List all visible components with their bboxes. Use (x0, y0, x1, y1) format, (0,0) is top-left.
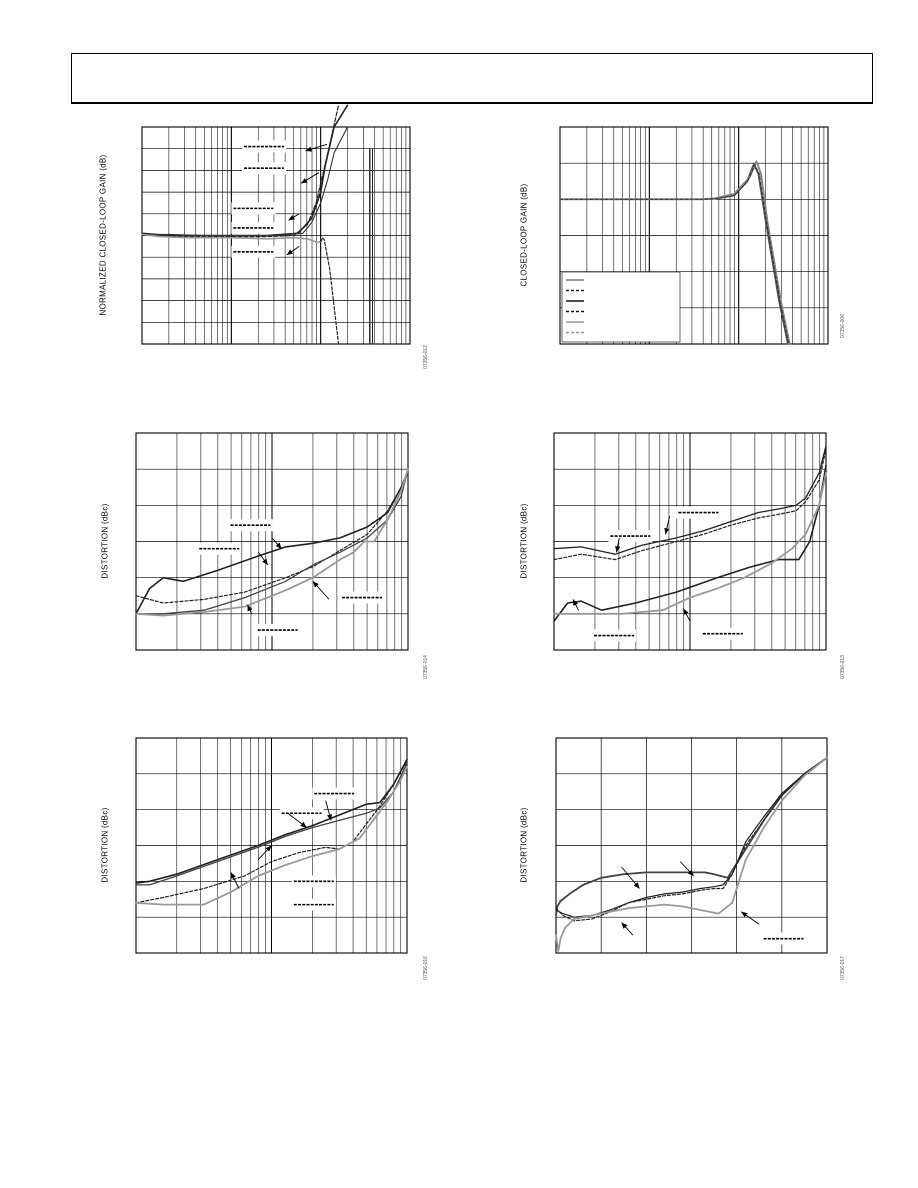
annotation-arrow (326, 801, 332, 821)
chart-4-ylabel: DISTORTION (dBc) (100, 807, 110, 883)
series-line-1 (142, 105, 339, 236)
normalized-gain-chart (142, 127, 410, 344)
chart-1-ylabel: CLOSED-LOOP GAIN (dB) (519, 183, 529, 287)
distortion-chart-2 (554, 433, 826, 650)
chart-0-figure-code: 07356-012 (423, 345, 429, 369)
annotation-arrow (248, 605, 253, 614)
annotation-arrow (683, 608, 690, 621)
closed-loop-gain-chart (560, 127, 828, 344)
chart-1-figure-code: 07356-006 (840, 314, 846, 338)
annotation-arrow (231, 872, 239, 888)
chart-5-ylabel: DISTORTION (dBc) (519, 807, 529, 883)
distortion-chart-4 (556, 738, 827, 953)
legend-box (562, 272, 680, 342)
annotation-arrow (258, 846, 272, 860)
page-header-frame (71, 53, 873, 104)
chart-3-ylabel: DISTORTION (dBc) (519, 503, 529, 579)
annotation-arrow (621, 923, 632, 936)
annotation-arrow (305, 144, 326, 151)
chart-4-figure-code: 07356-016 (423, 956, 429, 980)
chart-2-ylabel: DISTORTION (dBc) (100, 503, 110, 579)
annotation-arrow (287, 246, 300, 255)
annotation-arrow (621, 867, 639, 889)
chart-0-ylabel: NORMALIZED CLOSED-LOOP GAIN (dB) (98, 154, 108, 316)
grid (554, 433, 826, 650)
annotation-arrow (741, 912, 759, 925)
annotation-arrow (272, 538, 282, 549)
grid (556, 738, 827, 953)
series-line-4 (321, 238, 339, 344)
chart-2-figure-code: 07356-014 (423, 655, 429, 679)
annotation-arrow (313, 581, 329, 599)
distortion-chart-3 (136, 738, 407, 953)
distortion-chart-1 (136, 433, 408, 650)
chart-3-figure-code: 07356-013 (840, 655, 846, 679)
chart-5-figure-code: 07356-017 (840, 956, 846, 980)
annotation-arrow (301, 173, 319, 184)
